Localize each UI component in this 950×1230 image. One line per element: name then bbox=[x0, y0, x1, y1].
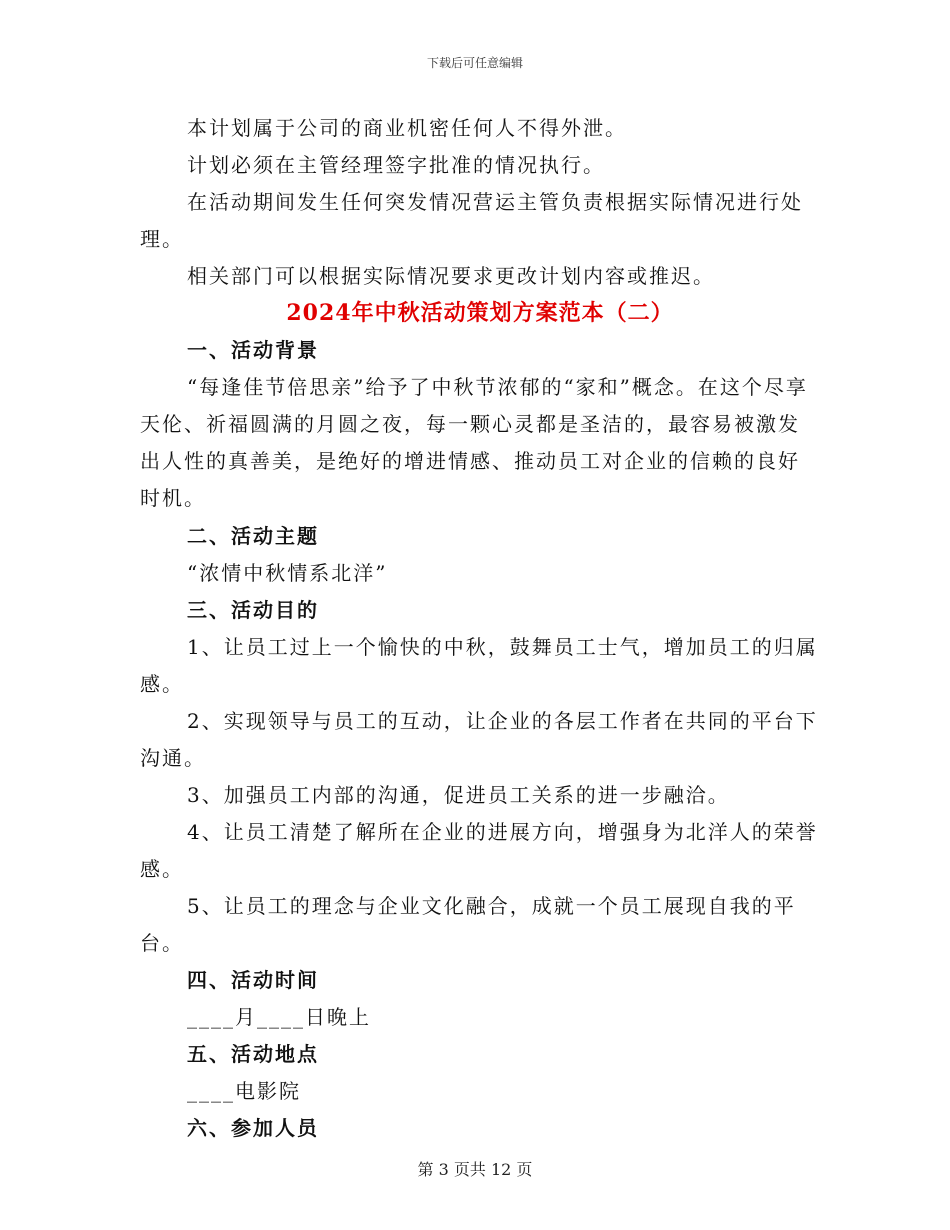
intro-paragraph: 相关部门可以根据实际情况要求更改计划内容或推迟。 bbox=[187, 264, 715, 288]
location-text: ____电影院 bbox=[187, 1079, 301, 1103]
heading-background: 一、活动背景 bbox=[187, 338, 319, 362]
section-title: 2024年中秋活动策划方案范本（二） bbox=[286, 300, 674, 326]
heading-location: 五、活动地点 bbox=[187, 1042, 319, 1066]
time-text: ____月____日晚上 bbox=[187, 1005, 371, 1029]
intro-paragraph: 计划必须在主管经理签字批准的情况执行。 bbox=[187, 153, 605, 177]
purpose-item: 2、实现领导与员工的互动，让企业的各层工作者在共同的平台下沟通。 bbox=[140, 709, 818, 770]
heading-purpose: 三、活动目的 bbox=[187, 598, 319, 622]
purpose-item: 1、让员工过上一个愉快的中秋，鼓舞员工士气，增加员工的归属感。 bbox=[140, 635, 818, 696]
heading-theme: 二、活动主题 bbox=[187, 524, 319, 548]
header-note: 下载后可任意编辑 bbox=[426, 56, 523, 70]
intro-paragraph: 在活动期间发生任何突发情况营运主管负责根据实际情况进行处理。 bbox=[140, 190, 803, 251]
background-text: “每逢佳节倍思亲”给予了中秋节浓郁的“家和”概念。在这个尽享天伦、祈福圆满的月圆之夜，每一颗心灵都是圣洁的，最容易被激发出人性的真善美，是绝好的增进情感、推动员工对企业的信赖的良好时机。 bbox=[140, 375, 808, 510]
heading-time: 四、活动时间 bbox=[187, 968, 319, 992]
theme-text: “浓情中秋情系北洋” bbox=[187, 561, 388, 585]
purpose-item: 4、让员工清楚了解所在企业的进展方向，增强身为北洋人的荣誉感。 bbox=[140, 820, 818, 881]
purpose-item: 5、让员工的理念与企业文化融合，成就一个员工展现自我的平台。 bbox=[140, 894, 796, 955]
purpose-item: 3、加强员工内部的沟通，促进员工关系的进一步融洽。 bbox=[187, 783, 730, 807]
page-footer: 第 3 页共 12 页 bbox=[417, 1160, 533, 1179]
heading-participants: 六、参加人员 bbox=[187, 1116, 319, 1140]
document-body bbox=[140, 110, 820, 1147]
intro-paragraph: 本计划属于公司的商业机密任何人不得外泄。 bbox=[187, 116, 627, 140]
